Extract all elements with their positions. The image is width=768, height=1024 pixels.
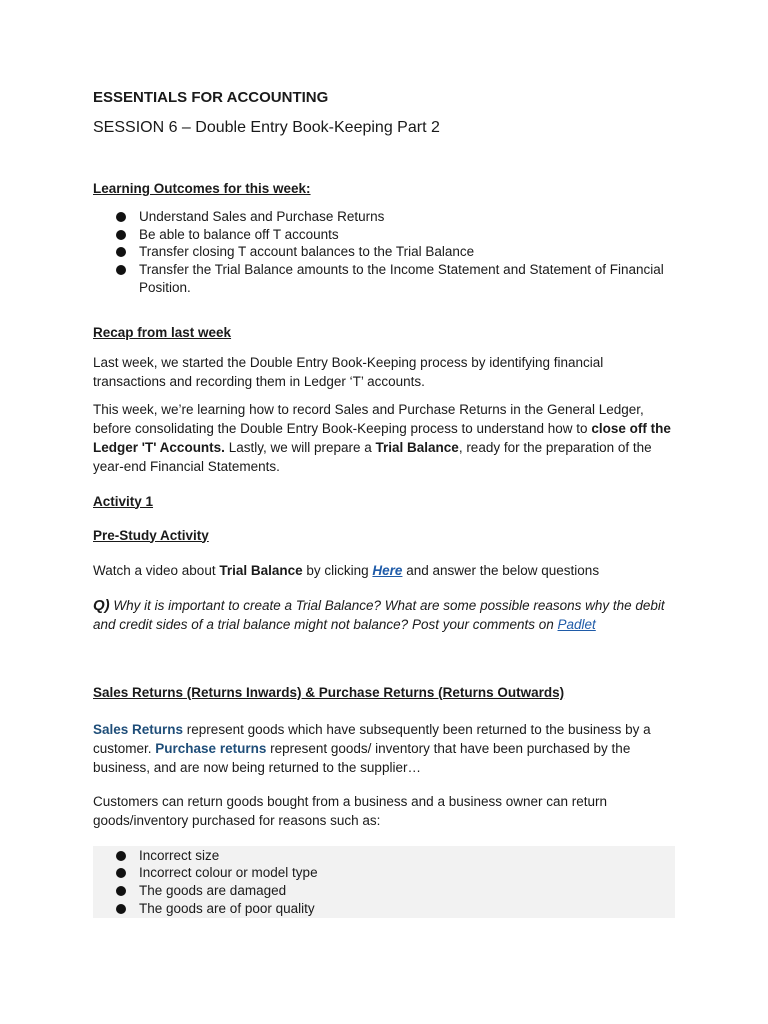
bullet-icon [116, 904, 126, 914]
returns-definition: Sales Returns represent goods which have subsequently been returned to the business by a customer. Purchase returns represent goods/ inventory that have been purchased by the business, and are now being returned to the supplier… [93, 721, 651, 775]
list-item: The goods are of poor quality [93, 900, 675, 918]
document-title: ESSENTIALS FOR ACCOUNTING [93, 89, 329, 106]
purchase-returns-term: Purchase returns [155, 740, 267, 756]
here-link[interactable]: Here [372, 562, 403, 578]
bullet-icon [116, 212, 126, 222]
reasons-list [93, 847, 675, 918]
watch-video-text: Watch a video about Trial Balance by clicking Here and answer the below questions [93, 562, 600, 578]
prestudy-heading: Pre-Study Activity [93, 527, 209, 543]
list-item: Incorrect size [93, 847, 675, 865]
bullet-icon [116, 265, 126, 275]
returns-heading: Sales Returns (Returns Inwards) & Purchase Returns (Returns Outwards) [93, 684, 565, 700]
list-item: Be able to balance off T accounts [93, 226, 675, 244]
list-item: The goods are damaged [93, 882, 675, 900]
reasons-intro: Customers can return goods bought from a business and a business owner can return goods/inventory purchased for reasons such as: [93, 793, 608, 828]
document-page [93, 87, 675, 918]
list-item: Transfer closing T account balances to the Trial Balance [93, 243, 675, 261]
question-text: Q) Why it is important to create a Trial Balance? What are some possible reasons why the debit and credit sides of a trial balance might not balance? Post your comments on Padlet [93, 596, 665, 632]
learning-outcomes-heading: Learning Outcomes for this week: [93, 181, 311, 196]
bullet-icon [116, 886, 126, 896]
list-item: Incorrect colour or model type [93, 864, 675, 882]
padlet-link[interactable]: Padlet [557, 616, 596, 632]
recap-paragraph-1: Last week, we started the Double Entry Book-Keeping process by identifying financial transactions and recording them in Ledger ‘T’ accounts. [93, 354, 604, 389]
list-item: Understand Sales and Purchase Returns [93, 208, 675, 226]
bullet-icon [116, 868, 126, 878]
sales-returns-term: Sales Returns [93, 721, 184, 737]
bullet-icon [116, 851, 126, 861]
question-label: Q) [93, 596, 110, 614]
learning-outcomes-list [93, 208, 675, 297]
list-item: Transfer the Trial Balance amounts to the Income Statement and Statement of Financial Position. [93, 261, 675, 296]
bullet-icon [116, 230, 126, 240]
activity-heading: Activity 1 [93, 493, 154, 509]
recap-paragraph-2: This week, we’re learning how to record Sales and Purchase Returns in the General Ledger, before consolidating the Double Entry Book-Keeping process to understand how to close off the Ledger 'T' Accounts. Lastly, we will prepare a Trial Balance, ready for the preparation of the year-end Financial Statements. [93, 401, 671, 474]
reasons-box [93, 846, 675, 919]
session-title: SESSION 6 – Double Entry Book-Keeping Part 2 [93, 119, 440, 136]
bullet-icon [116, 247, 126, 257]
recap-heading: Recap from last week [93, 324, 232, 340]
